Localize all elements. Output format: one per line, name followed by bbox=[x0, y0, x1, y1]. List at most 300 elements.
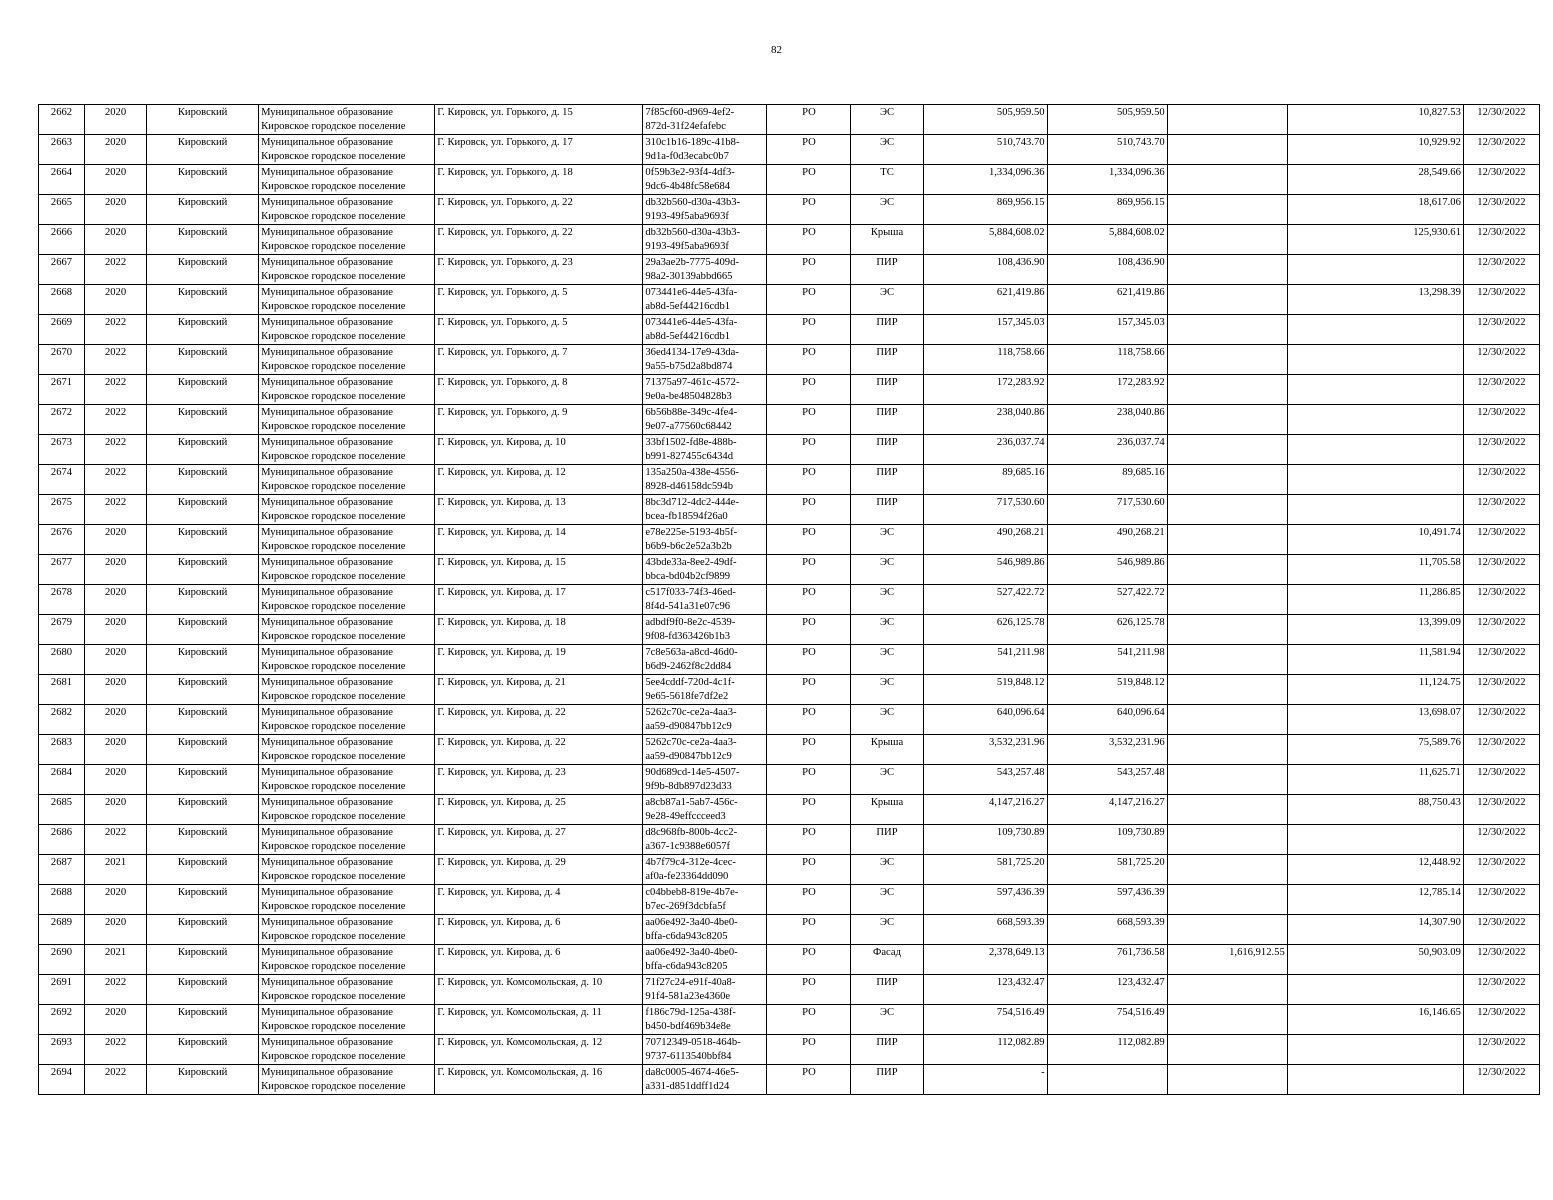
guid-text: 9f08-fd363426b1b3 bbox=[645, 630, 731, 642]
total-cost-text: 621,419.86 bbox=[996, 287, 1045, 298]
guid-text: 9e0a-be48504828b3 bbox=[645, 390, 732, 402]
guid-text: 98a2-30139abbd665 bbox=[645, 270, 733, 282]
other-cost-cell bbox=[1167, 1065, 1287, 1095]
program-text: РО bbox=[802, 1007, 816, 1018]
control-cost-text: 11,124.75 bbox=[1418, 677, 1461, 688]
table-row bbox=[39, 345, 1540, 375]
year-text: 2020 bbox=[104, 287, 127, 298]
program-cell bbox=[767, 735, 851, 765]
district-text: Кировский bbox=[177, 197, 228, 208]
deadline-text: 12/30/2022 bbox=[1477, 797, 1526, 808]
address-cell bbox=[435, 195, 643, 225]
guid-text: db32b560-d30a-43b3- bbox=[645, 227, 741, 238]
work-type-text: ПИР bbox=[876, 407, 898, 418]
deadline-text: 12/30/2022 bbox=[1477, 227, 1526, 238]
guid-text: 9737-6113540bbf84 bbox=[645, 1050, 732, 1062]
deadline-cell bbox=[1463, 735, 1539, 765]
fund-cost-cell bbox=[1047, 795, 1167, 825]
control-cost-cell bbox=[1287, 405, 1463, 435]
work-type-cell bbox=[851, 585, 923, 615]
district-text: Кировский bbox=[177, 557, 228, 568]
guid-text: bffa-c6da943c8205 bbox=[645, 930, 728, 942]
guid-text: 6b56b88e-349c-4fe4- bbox=[645, 407, 738, 418]
year-text: 2021 bbox=[104, 857, 127, 868]
total-cost-text: 541,211.98 bbox=[997, 647, 1045, 658]
work-type-cell bbox=[851, 855, 923, 885]
work-type-text: ПИР bbox=[876, 977, 898, 988]
control-cost-text: 13,399.09 bbox=[1418, 617, 1461, 628]
row-number-cell bbox=[39, 555, 85, 585]
guid-cell bbox=[643, 555, 767, 585]
control-cost-cell bbox=[1287, 135, 1463, 165]
work-type-text: ПИР bbox=[876, 437, 898, 448]
control-cost-cell bbox=[1287, 675, 1463, 705]
work-type-text: Фасад bbox=[872, 947, 901, 958]
control-cost-text: 11,286.85 bbox=[1418, 587, 1461, 598]
municipality-text: Кировское городское поселение bbox=[261, 180, 406, 192]
district-cell bbox=[147, 675, 259, 705]
district-cell bbox=[147, 855, 259, 885]
program-text: РО bbox=[802, 767, 816, 778]
year-text: 2020 bbox=[104, 647, 127, 658]
deadline-text: 12/30/2022 bbox=[1477, 437, 1526, 448]
control-cost-text: 10,827.53 bbox=[1418, 107, 1461, 118]
guid-cell bbox=[643, 1065, 767, 1095]
guid-text: 9a55-b75d2a8bd874 bbox=[645, 360, 733, 372]
guid-cell bbox=[643, 225, 767, 255]
municipality-cell bbox=[259, 885, 435, 915]
address-text: Г. Кировск, ул. Горького, д. 5 bbox=[437, 317, 568, 328]
program-text: РО bbox=[802, 917, 816, 928]
total-cost-text: 5,884,608.02 bbox=[988, 227, 1045, 238]
program-text: РО bbox=[802, 197, 816, 208]
work-type-cell bbox=[851, 885, 923, 915]
municipality-text: Кировское городское поселение bbox=[261, 690, 406, 702]
row-number-text: 2689 bbox=[50, 917, 73, 928]
program-text: РО bbox=[802, 377, 816, 388]
address-cell bbox=[435, 825, 643, 855]
row-number-cell bbox=[39, 255, 85, 285]
municipality-cell bbox=[259, 1065, 435, 1095]
control-cost-cell bbox=[1287, 1035, 1463, 1065]
guid-text: 29a3ae2b-7775-409d- bbox=[645, 257, 739, 268]
row-number-cell bbox=[39, 165, 85, 195]
total-cost-text: 668,593.39 bbox=[996, 917, 1045, 928]
municipality-text: Кировское городское поселение bbox=[261, 210, 406, 222]
row-number-text: 2674 bbox=[50, 467, 73, 478]
district-text: Кировский bbox=[177, 437, 228, 448]
year-cell bbox=[85, 795, 147, 825]
municipality-cell bbox=[259, 1005, 435, 1035]
guid-text: 5262c70c-ce2a-4aa3- bbox=[645, 707, 737, 718]
other-cost-cell bbox=[1167, 675, 1287, 705]
work-type-text: ПИР bbox=[876, 317, 898, 328]
row-number-cell bbox=[39, 375, 85, 405]
row-number-text: 2686 bbox=[50, 827, 73, 838]
row-number-cell bbox=[39, 225, 85, 255]
district-cell bbox=[147, 315, 259, 345]
guid-text: 8928-d46158dc594b bbox=[645, 480, 734, 492]
total-cost-cell bbox=[923, 165, 1047, 195]
deadline-cell bbox=[1463, 705, 1539, 735]
year-cell bbox=[85, 225, 147, 255]
fund-cost-cell bbox=[1047, 105, 1167, 135]
total-cost-text: 4,147,216.27 bbox=[988, 797, 1045, 808]
district-text: Кировский bbox=[177, 977, 228, 988]
deadline-text: 12/30/2022 bbox=[1477, 347, 1526, 358]
fund-cost-cell bbox=[1047, 495, 1167, 525]
year-cell bbox=[85, 255, 147, 285]
fund-cost-cell bbox=[1047, 855, 1167, 885]
district-cell bbox=[147, 345, 259, 375]
row-number-text: 2672 bbox=[50, 407, 73, 418]
work-type-cell bbox=[851, 615, 923, 645]
control-cost-cell bbox=[1287, 255, 1463, 285]
deadline-text: 12/30/2022 bbox=[1477, 527, 1526, 538]
fund-cost-text: 626,125.78 bbox=[1117, 617, 1165, 628]
municipality-text: Муниципальное образование bbox=[261, 857, 393, 868]
address-text: Г. Кировск, ул. Кирова, д. 17 bbox=[437, 587, 566, 598]
fund-cost-cell bbox=[1047, 615, 1167, 645]
row-number-cell bbox=[39, 975, 85, 1005]
deadline-cell bbox=[1463, 435, 1539, 465]
row-number-text: 2670 bbox=[50, 347, 73, 358]
control-cost-text: 11,581.94 bbox=[1418, 647, 1461, 658]
municipality-cell bbox=[259, 975, 435, 1005]
work-type-cell bbox=[851, 1065, 923, 1095]
municipality-text: Кировское городское поселение bbox=[261, 240, 406, 252]
guid-text: 9e28-49effccceed3 bbox=[645, 810, 726, 822]
municipality-cell bbox=[259, 585, 435, 615]
work-type-text: ЭС bbox=[879, 887, 895, 898]
address-text: Г. Кировск, ул. Горького, д. 17 bbox=[437, 137, 573, 148]
table-row bbox=[39, 1065, 1540, 1095]
total-cost-cell bbox=[923, 495, 1047, 525]
municipality-text: Муниципальное образование bbox=[261, 287, 393, 298]
row-number-text: 2676 bbox=[50, 527, 73, 538]
fund-cost-text: 527,422.72 bbox=[1117, 587, 1165, 598]
program-cell bbox=[767, 825, 851, 855]
page-number: 82 bbox=[771, 44, 782, 56]
program-text: РО bbox=[802, 797, 816, 808]
control-cost-cell bbox=[1287, 735, 1463, 765]
fund-cost-text: 546,989.86 bbox=[1117, 557, 1165, 568]
control-cost-cell bbox=[1287, 375, 1463, 405]
program-cell bbox=[767, 255, 851, 285]
other-cost-cell bbox=[1167, 555, 1287, 585]
fund-cost-cell bbox=[1047, 585, 1167, 615]
work-type-text: Крыша bbox=[870, 227, 904, 238]
year-text: 2021 bbox=[104, 947, 127, 958]
total-cost-text: 543,257.48 bbox=[996, 767, 1045, 778]
municipality-text: Кировское городское поселение bbox=[261, 450, 406, 462]
address-cell bbox=[435, 345, 643, 375]
guid-cell bbox=[643, 315, 767, 345]
deadline-cell bbox=[1463, 375, 1539, 405]
municipality-text: Муниципальное образование bbox=[261, 347, 393, 358]
fund-cost-cell bbox=[1047, 375, 1167, 405]
row-number-cell bbox=[39, 585, 85, 615]
control-cost-cell bbox=[1287, 495, 1463, 525]
guid-text: 71f27c24-e91f-40a8- bbox=[645, 977, 736, 988]
district-text: Кировский bbox=[177, 527, 228, 538]
fund-cost-text: 668,593.39 bbox=[1117, 917, 1165, 928]
municipality-cell bbox=[259, 555, 435, 585]
control-cost-cell bbox=[1287, 765, 1463, 795]
year-cell bbox=[85, 495, 147, 525]
table-row bbox=[39, 195, 1540, 225]
program-text: РО bbox=[802, 287, 816, 298]
deadline-cell bbox=[1463, 1005, 1539, 1035]
year-cell bbox=[85, 165, 147, 195]
work-type-text: ЭС bbox=[879, 647, 895, 658]
deadline-text: 12/30/2022 bbox=[1477, 317, 1526, 328]
fund-cost-cell bbox=[1047, 465, 1167, 495]
year-text: 2020 bbox=[104, 737, 127, 748]
program-cell bbox=[767, 285, 851, 315]
program-text: РО bbox=[802, 857, 816, 868]
deadline-cell bbox=[1463, 465, 1539, 495]
row-number-cell bbox=[39, 465, 85, 495]
guid-cell bbox=[643, 885, 767, 915]
municipality-cell bbox=[259, 675, 435, 705]
address-cell bbox=[435, 1035, 643, 1065]
municipality-text: Муниципальное образование bbox=[261, 197, 393, 208]
district-cell bbox=[147, 195, 259, 225]
municipality-cell bbox=[259, 195, 435, 225]
control-cost-cell bbox=[1287, 975, 1463, 1005]
address-cell bbox=[435, 945, 643, 975]
municipality-text: Муниципальное образование bbox=[261, 497, 393, 508]
guid-cell bbox=[643, 705, 767, 735]
deadline-cell bbox=[1463, 1035, 1539, 1065]
deadline-cell bbox=[1463, 525, 1539, 555]
municipality-text: Муниципальное образование bbox=[261, 1067, 393, 1078]
program-cell bbox=[767, 795, 851, 825]
other-cost-cell bbox=[1167, 615, 1287, 645]
program-cell bbox=[767, 945, 851, 975]
guid-cell bbox=[643, 165, 767, 195]
year-text: 2022 bbox=[104, 407, 127, 418]
deadline-text: 12/30/2022 bbox=[1477, 587, 1526, 598]
guid-cell bbox=[643, 585, 767, 615]
address-cell bbox=[435, 975, 643, 1005]
district-cell bbox=[147, 495, 259, 525]
total-cost-cell bbox=[923, 825, 1047, 855]
work-type-cell bbox=[851, 675, 923, 705]
row-number-cell bbox=[39, 135, 85, 165]
program-text: РО bbox=[802, 707, 816, 718]
table-row bbox=[39, 285, 1540, 315]
year-cell bbox=[85, 135, 147, 165]
program-cell bbox=[767, 135, 851, 165]
work-type-cell bbox=[851, 375, 923, 405]
fund-cost-text: 108,436.90 bbox=[1117, 257, 1165, 268]
guid-text: b6b9-b6c2e52a3b2b bbox=[645, 540, 732, 552]
municipality-cell bbox=[259, 1035, 435, 1065]
year-cell bbox=[85, 675, 147, 705]
row-number-cell bbox=[39, 315, 85, 345]
table-row bbox=[39, 645, 1540, 675]
district-cell bbox=[147, 285, 259, 315]
municipality-text: Кировское городское поселение bbox=[261, 570, 406, 582]
address-cell bbox=[435, 645, 643, 675]
district-text: Кировский bbox=[177, 707, 228, 718]
year-text: 2022 bbox=[104, 467, 127, 478]
municipality-cell bbox=[259, 135, 435, 165]
total-cost-cell bbox=[923, 405, 1047, 435]
work-type-text: ПИР bbox=[876, 467, 898, 478]
table-row bbox=[39, 555, 1540, 585]
municipality-text: Кировское городское поселение bbox=[261, 810, 406, 822]
guid-text: 70712349-0518-464b- bbox=[645, 1037, 741, 1048]
total-cost-text: 640,096.64 bbox=[996, 707, 1045, 718]
guid-text: aa06e492-3a40-4be0- bbox=[645, 917, 738, 928]
municipality-cell bbox=[259, 795, 435, 825]
year-text: 2022 bbox=[104, 827, 127, 838]
row-number-text: 2678 bbox=[50, 587, 73, 598]
deadline-cell bbox=[1463, 615, 1539, 645]
fund-cost-text: 236,037.74 bbox=[1117, 437, 1165, 448]
fund-cost-text: 621,419.86 bbox=[1117, 287, 1165, 298]
row-number-cell bbox=[39, 615, 85, 645]
total-cost-cell bbox=[923, 1065, 1047, 1095]
deadline-text: 12/30/2022 bbox=[1477, 647, 1526, 658]
district-cell bbox=[147, 585, 259, 615]
guid-text: 0f59b3e2-93f4-4df3- bbox=[645, 167, 735, 178]
guid-text: ab8d-5ef44216cdb1 bbox=[645, 330, 731, 342]
fund-cost-cell bbox=[1047, 825, 1167, 855]
district-cell bbox=[147, 645, 259, 675]
district-text: Кировский bbox=[177, 287, 228, 298]
guid-text: e78e225e-5193-4b5f- bbox=[645, 527, 738, 538]
guid-text: 872d-31f24efafebc bbox=[645, 120, 726, 132]
district-text: Кировский bbox=[177, 677, 228, 688]
district-cell bbox=[147, 765, 259, 795]
municipality-text: Муниципальное образование bbox=[261, 677, 393, 688]
guid-cell bbox=[643, 915, 767, 945]
municipality-text: Муниципальное образование bbox=[261, 767, 393, 778]
other-cost-cell bbox=[1167, 855, 1287, 885]
other-cost-cell bbox=[1167, 1035, 1287, 1065]
table-row bbox=[39, 735, 1540, 765]
year-text: 2020 bbox=[104, 767, 127, 778]
work-type-cell bbox=[851, 705, 923, 735]
other-cost-cell bbox=[1167, 465, 1287, 495]
deadline-text: 12/30/2022 bbox=[1477, 947, 1526, 958]
address-text: Г. Кировск, ул. Кирова, д. 18 bbox=[437, 617, 566, 628]
municipality-text: Муниципальное образование bbox=[261, 317, 393, 328]
table-body bbox=[39, 105, 1540, 1095]
guid-cell bbox=[643, 1005, 767, 1035]
year-cell bbox=[85, 465, 147, 495]
municipality-text: Кировское городское поселение bbox=[261, 270, 406, 282]
guid-text: 33bf1502-fd8e-488b- bbox=[645, 437, 737, 448]
row-number-cell bbox=[39, 915, 85, 945]
deadline-text: 12/30/2022 bbox=[1477, 857, 1526, 868]
control-cost-text: 12,785.14 bbox=[1418, 887, 1461, 898]
municipality-text: Муниципальное образование bbox=[261, 827, 393, 838]
district-text: Кировский bbox=[177, 497, 228, 508]
guid-text: 43bde33a-8ee2-49df- bbox=[645, 557, 737, 568]
row-number-text: 2671 bbox=[50, 377, 73, 388]
row-number-text: 2675 bbox=[50, 497, 73, 508]
control-cost-text: 11,705.58 bbox=[1418, 557, 1461, 568]
address-text: Г. Кировск, ул. Кирова, д. 6 bbox=[437, 917, 561, 928]
work-type-cell bbox=[851, 645, 923, 675]
guid-cell bbox=[643, 495, 767, 525]
row-number-text: 2694 bbox=[50, 1067, 73, 1078]
address-cell bbox=[435, 315, 643, 345]
fund-cost-text: 157,345.03 bbox=[1117, 317, 1165, 328]
address-text: Г. Кировск, ул. Кирова, д. 21 bbox=[437, 677, 566, 688]
total-cost-cell bbox=[923, 465, 1047, 495]
control-cost-text: 50,903.09 bbox=[1418, 947, 1461, 958]
program-cell bbox=[767, 675, 851, 705]
fund-cost-cell bbox=[1047, 735, 1167, 765]
total-cost-text: 597,436.39 bbox=[996, 887, 1045, 898]
row-number-text: 2687 bbox=[50, 857, 73, 868]
address-cell bbox=[435, 225, 643, 255]
address-text: Г. Кировск, ул. Кирова, д. 13 bbox=[437, 497, 566, 508]
district-cell bbox=[147, 825, 259, 855]
address-cell bbox=[435, 495, 643, 525]
guid-text: b6d9-2462f8c2dd84 bbox=[645, 660, 732, 672]
table-row bbox=[39, 795, 1540, 825]
municipality-text: Муниципальное образование bbox=[261, 1037, 393, 1048]
guid-cell bbox=[643, 615, 767, 645]
municipality-text: Кировское городское поселение bbox=[261, 960, 406, 972]
total-cost-text: 626,125.78 bbox=[996, 617, 1045, 628]
fund-cost-text: 238,040.86 bbox=[1117, 407, 1165, 418]
work-type-text: ЭС bbox=[879, 677, 895, 688]
work-type-cell bbox=[851, 435, 923, 465]
program-text: РО bbox=[802, 1067, 816, 1078]
total-cost-text: 2,378,649.13 bbox=[988, 947, 1045, 958]
fund-cost-cell bbox=[1047, 645, 1167, 675]
program-text: РО bbox=[802, 317, 816, 328]
other-cost-cell bbox=[1167, 585, 1287, 615]
total-cost-text: 157,345.03 bbox=[996, 317, 1045, 328]
district-cell bbox=[147, 255, 259, 285]
municipality-cell bbox=[259, 375, 435, 405]
address-cell bbox=[435, 585, 643, 615]
address-text: Г. Кировск, ул. Комсомольская, д. 11 bbox=[437, 1007, 602, 1018]
year-cell bbox=[85, 585, 147, 615]
municipality-text: Кировское городское поселение bbox=[261, 420, 406, 432]
municipality-text: Муниципальное образование bbox=[261, 227, 393, 238]
municipality-cell bbox=[259, 255, 435, 285]
guid-text: d8c968fb-800b-4cc2- bbox=[645, 827, 738, 838]
municipality-text: Кировское городское поселение bbox=[261, 1080, 406, 1092]
row-number-text: 2693 bbox=[50, 1037, 73, 1048]
control-cost-cell bbox=[1287, 165, 1463, 195]
fund-cost-text: 519,848.12 bbox=[1117, 677, 1165, 688]
guid-cell bbox=[643, 645, 767, 675]
row-number-cell bbox=[39, 945, 85, 975]
district-cell bbox=[147, 975, 259, 1005]
deadline-cell bbox=[1463, 1065, 1539, 1095]
deadline-text: 12/30/2022 bbox=[1477, 1007, 1526, 1018]
fund-cost-cell bbox=[1047, 1005, 1167, 1035]
guid-text: 9193-49f5aba9693f bbox=[645, 240, 729, 252]
work-type-cell bbox=[851, 1035, 923, 1065]
control-cost-text: 125,930.61 bbox=[1413, 227, 1461, 238]
total-cost-cell bbox=[923, 735, 1047, 765]
control-cost-text: 18,617.06 bbox=[1418, 197, 1461, 208]
total-cost-cell bbox=[923, 675, 1047, 705]
year-cell bbox=[85, 615, 147, 645]
